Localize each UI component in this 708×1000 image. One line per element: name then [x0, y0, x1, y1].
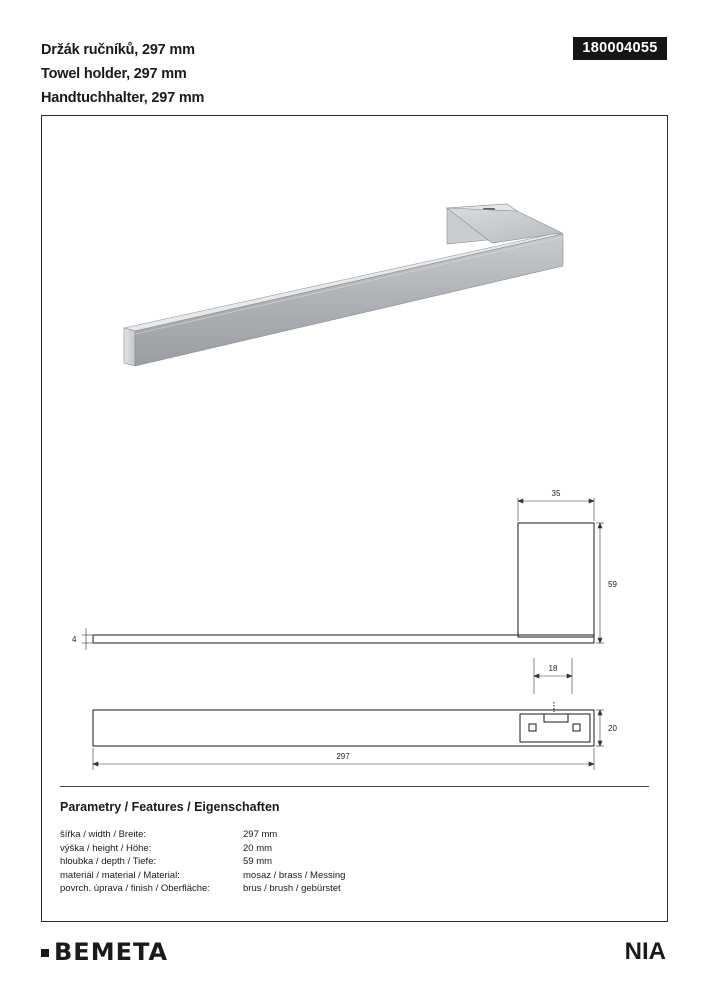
- side-view-bar: [93, 635, 594, 643]
- dimension-59: [596, 523, 604, 643]
- top-view-bar: [93, 710, 594, 746]
- feature-label: výška / height / Höhe:: [60, 842, 152, 854]
- dimension-35: [518, 498, 594, 521]
- brand-logo: [41, 938, 168, 966]
- bar-highlight: [135, 237, 563, 334]
- feature-row: [60, 869, 640, 883]
- product-render: [124, 204, 563, 366]
- top-view-hole-left: [529, 724, 536, 731]
- dim-label-59: 59: [608, 580, 617, 589]
- feature-value: mosaz / brass / Messing: [243, 869, 346, 881]
- feature-value: 20 mm: [243, 842, 273, 854]
- feature-value: 59 mm: [243, 856, 273, 867]
- feature-row: [60, 882, 640, 896]
- feature-label: hloubka / depth / Tiefe:: [60, 856, 157, 867]
- dim-label-297: 297: [336, 752, 350, 761]
- feature-label: povrch. úprava / finish / Oberfläche:: [60, 883, 210, 894]
- title-block: [41, 38, 204, 110]
- dim-label-4: 4: [72, 635, 77, 644]
- features-section: [60, 800, 640, 896]
- top-view-hole-right: [573, 724, 580, 731]
- bar-end-face: [124, 328, 135, 366]
- brand-name: BEMETA: [54, 938, 169, 966]
- feature-label: šířka / width / Breite:: [60, 829, 147, 840]
- top-view-slot: [544, 714, 568, 722]
- feature-label: materiál / material / Material:: [60, 869, 180, 881]
- side-view: [93, 523, 594, 643]
- product-code-badge: 180004055: [573, 37, 667, 60]
- top-view: [93, 702, 594, 746]
- drawing-frame: [41, 115, 668, 922]
- feature-row: [60, 855, 640, 869]
- feature-value: 297 mm: [243, 829, 278, 840]
- logo-square-icon: [41, 949, 49, 957]
- dim-label-18: 18: [548, 664, 558, 673]
- dimension-4: [82, 628, 92, 650]
- dim-label-35: 35: [551, 489, 561, 498]
- feature-value: brus / brush / gebürstet: [243, 883, 341, 894]
- side-view-mount: [518, 523, 594, 637]
- series-name: NIA: [624, 938, 666, 965]
- title-english: Towel holder, 297 mm: [41, 66, 187, 82]
- feature-row: [60, 842, 640, 856]
- dimension-20: [596, 710, 604, 746]
- title-czech: Držák ručníků, 297 mm: [41, 42, 195, 58]
- features-divider: [60, 786, 649, 787]
- bar-front-face: [135, 234, 563, 366]
- feature-row: [60, 828, 640, 842]
- dim-label-20: 20: [608, 724, 617, 733]
- title-german: Handtuchhalter, 297 mm: [41, 90, 205, 106]
- features-heading: Parametry / Features / Eigenschaften: [60, 800, 280, 814]
